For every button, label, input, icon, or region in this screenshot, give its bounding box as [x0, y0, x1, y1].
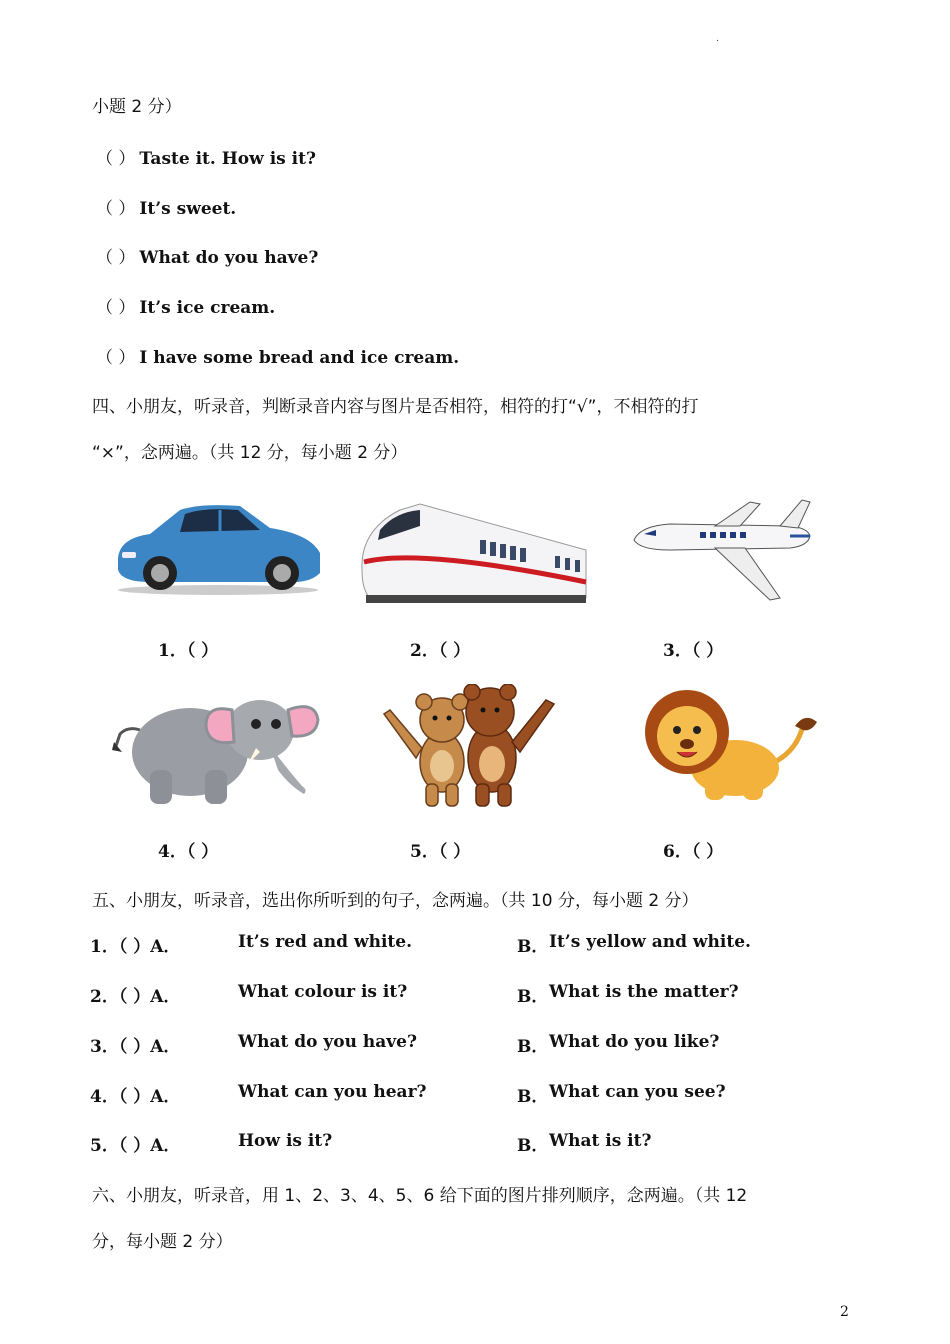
elephant-icon	[110, 690, 325, 810]
section5-question-number[interactable]: 5．（ ）A．	[90, 1136, 181, 1156]
option-b-text: What is the matter?	[549, 982, 739, 1002]
answer-blank[interactable]: （ ）	[96, 248, 136, 268]
option-b-label: B．	[517, 987, 549, 1007]
dialogue-item	[96, 293, 275, 318]
option-b-text: It’s yellow and white.	[549, 932, 751, 952]
option-a-text: It’s red and white.	[238, 932, 413, 952]
section4-item-label[interactable]: 6．（ ）	[663, 842, 724, 862]
section5-question-number[interactable]: 1．（ ）A．	[90, 937, 181, 957]
dialogue-text: It’s sweet.	[139, 199, 237, 219]
dialogue-item	[96, 194, 236, 219]
section5-instruction: 五、小朋友，听录音，选出你所听到的句子，念两遍。（共 10 分，每小题 2 分）	[92, 891, 699, 911]
dialogue-text: Taste it. How is it?	[139, 149, 316, 169]
option-b-label: B．	[517, 1087, 549, 1107]
section4-item-label[interactable]: 4．（ ）	[158, 842, 219, 862]
dialogue-text: What do you have?	[139, 248, 319, 268]
dialogue-text: It’s ice cream.	[139, 298, 276, 318]
answer-blank[interactable]: （ ）	[96, 199, 136, 219]
continuation-text: 小题 2 分）	[92, 97, 182, 117]
option-b-text: What can you see?	[549, 1082, 726, 1102]
section5-question-number[interactable]: 3．（ ）A．	[90, 1037, 181, 1057]
answer-blank[interactable]: （ ）	[96, 298, 136, 318]
section5-question-number[interactable]: 4．（ ）A．	[90, 1087, 181, 1107]
option-a-text: What colour is it?	[238, 982, 408, 1002]
dialogue-text: I have some bread and ice cream.	[139, 348, 460, 368]
section4-item-label[interactable]: 1．（ ）	[158, 641, 219, 661]
section4-instruction-line2: “×”，念两遍。（共 12 分，每小题 2 分）	[92, 443, 408, 463]
option-b-label: B．	[517, 1037, 549, 1057]
section5-question-number[interactable]: 2．（ ）A．	[90, 987, 181, 1007]
option-b-text: What do you like?	[549, 1032, 720, 1052]
header-dot: .	[716, 34, 719, 44]
dialogue-item	[96, 343, 459, 368]
section4-instruction-line1: 四、小朋友，听录音，判断录音内容与图片是否相符，相符的打“√”，不相符的打	[92, 397, 699, 417]
option-b-label: B．	[517, 937, 549, 957]
bears-icon	[380, 684, 560, 809]
page-number: 2	[840, 1304, 849, 1320]
lion-icon	[625, 686, 820, 806]
train-icon	[360, 500, 588, 605]
answer-blank[interactable]: （ ）	[96, 149, 136, 169]
option-a-text: What can you hear?	[238, 1082, 427, 1102]
car-icon	[110, 498, 325, 598]
dialogue-item	[96, 243, 318, 268]
option-b-text: What is it?	[549, 1131, 652, 1151]
dialogue-item	[96, 144, 316, 169]
option-a-text: How is it?	[238, 1131, 333, 1151]
section4-item-label[interactable]: 2．（ ）	[410, 641, 471, 661]
section4-item-label[interactable]: 3．（ ）	[663, 641, 724, 661]
section6-instruction-line2: 分，每小题 2 分）	[92, 1232, 233, 1252]
section4-item-label[interactable]: 5．（ ）	[410, 842, 471, 862]
answer-blank[interactable]: （ ）	[96, 348, 136, 368]
option-b-label: B．	[517, 1136, 549, 1156]
section6-instruction-line1: 六、小朋友，听录音，用 1、2、3、4、5、6 给下面的图片排列顺序，念两遍。（共 12	[92, 1186, 748, 1206]
option-a-text: What do you have?	[238, 1032, 417, 1052]
airplane-icon	[630, 494, 815, 604]
